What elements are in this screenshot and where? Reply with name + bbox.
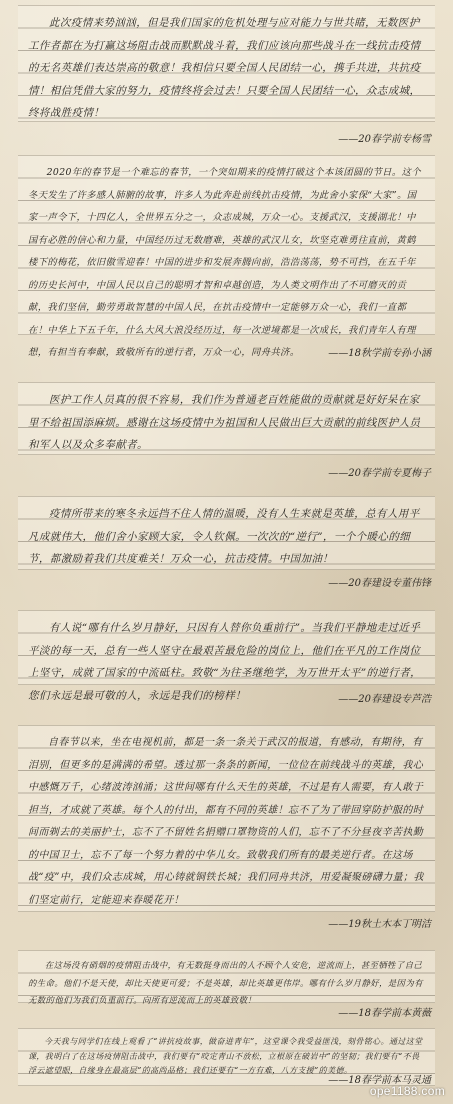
message-text: 疫情所带来的寒冬永远挡不住人情的温暖，没有人生来就是英雄，总有人用平凡成就伟大，他们舍小家顾大家，令人钦佩。一次次的“逆行”，一个个暖心的细节，都激励着我们共度难关！万众一心，抗击疫情。中国加油！ xyxy=(28,508,420,565)
message-card xyxy=(18,382,435,455)
message-card xyxy=(18,725,435,912)
message-signature: ——20春学前专夏梅子 xyxy=(328,468,431,479)
message-text: 今天我与同学们在线上观看了“讲抗疫故事，做奋进青年”，这堂课令我受益匪浅，刻骨铭心。通过这堂课，我明白了在这场疫情阻击战中，我们要有“咬定青山不放松，立根原在破岩中”的坚韧；我们要有“不畏浮云遮望眼，自缘身在最高层”的高尚品格；我们还要有“一方有难，八方支援”的美德。 xyxy=(28,1037,423,1075)
message-card xyxy=(18,5,435,122)
message-text: 自春节以来，坐在电视机前，都是一条一条关于武汉的报道，有感动，有期待，有泪别，但更多的是满满的希望。透过那一条条的新闻，一位位在前线战斗的英雄，我心中感慨万千，心绪波涛汹涌；这世间哪有什么天生的英雄，不过是有人需要，有人敢于担当，才成就了英雄。每个人的付出，都有不同的英雄！忘不了为了带回穿防护服的时间而剃去的美丽护士，忘不了不留姓名捐赠口罩物资的人们，忘不了不分昼夜辛苦执勤的中国卫士，忘不了每一个努力着的中华儿女。致敬我们所有的最美逆行者。在这场战“疫”中，我们众志成城，用心铸就铜铁长城；我们同舟共济，用爱凝聚磅礴力量；我们坚定前行，定能迎来春暖花开！ xyxy=(28,737,424,906)
message-signature: ——20春建设专董伟锋 xyxy=(328,578,431,589)
message-card xyxy=(18,496,435,570)
message-card xyxy=(18,950,435,1003)
message-signature: ——19秋土木本丁明洁 xyxy=(328,919,431,930)
message-text: 医护工作人员真的很不容易，我们作为普通老百姓能做的贡献就是好好呆在家里不给祖国添麻烦。感谢在这场疫情中为祖国和人民做出巨大贡献的前线医护人员和军人以及众多奉献者。 xyxy=(28,394,421,451)
message-signature: ——18春学前本黄薇 xyxy=(338,1008,431,1019)
message-text: 2020年的春节是一个难忘的春节，一个突如期来的疫情打破这个本该团圆的节日。这个冬天发生了许多感人肺腑的故事，许多人为此奔赴前线抗击疫情，为此舍小家保“大家”。国家一声令下，十四亿人，全世界五分之一，众志成城，万众一心。支援武汉，支援湖北！中国有必胜的信心和力量，中国经历过无数磨难，英雄的武汉儿女，坎坚克难勇往直前，黄鹤楼下的梅花，依旧傲雪迎春！中国的进步和发展奔腾向前，浩浩荡荡，势不可挡，在五千年的历史长河中，中国人民以自己的聪明才智和卓越创造，为人类文明作出了不可磨灭的贡献，我们坚信，勤劳勇敢智慧的中国人民，在抗击疫情中一定能够万众一心，我们一直都在！中华上下五千年，什么大风大浪没经历过，每一次逆境都是一次成长，我们青年人有理想，有担当有奉献，致敬所有的逆行者，万众一心，同舟共济。 xyxy=(28,167,421,358)
message-text: 此次疫情来势汹汹，但是我们国家的危机处理与应对能力与世共睹，无数医护工作者都在为打赢这场阻击战而默默战斗着，我们应该向那些战斗在一线抗击疫情的无名英雄们表达崇高的敬意！我相信只要全国人民团结一心，携手共进，共抗疫情！相信凭借大家的努力，疫情终将会过去！只要全国人民团结一心，众志成城，终将战胜疫情！ xyxy=(28,17,421,119)
message-signature: ——18春学前本马灵通 xyxy=(328,1075,431,1086)
message-signature: ——20春学前专杨雪 xyxy=(338,134,431,145)
message-text: 有人说“哪有什么岁月静好，只因有人替你负重前行”。当我们平静地走过近乎平淡的每一天，总有一些人坚守在最艰苦最危险的岗位上，他们在平凡的工作岗位上坚守，成就了国家的中流砥柱。致敬“为往圣继绝学，为万世开太平”的逆行者，您们永远是最可敬的人，永远是我们的榜样！ xyxy=(28,622,422,702)
message-signature: ——20春建设专芦浩 xyxy=(338,694,431,705)
message-signature: ——18秋学前专孙小涵 xyxy=(328,348,431,359)
message-text: 在这场没有硝烟的疫情阻击战中，有无数挺身而出的人不顾个人安危，逆流而上，甚至牺牲了自己的生命。他们不是天使，却比天使更可爱；不是英雄，却比英雄更伟岸。哪有什么岁月静好，是因为有无数的他们为我们负重前行。向所有逆流而上的英雄致敬！ xyxy=(28,960,423,1005)
site-watermark: ope1188.com xyxy=(369,1084,445,1098)
